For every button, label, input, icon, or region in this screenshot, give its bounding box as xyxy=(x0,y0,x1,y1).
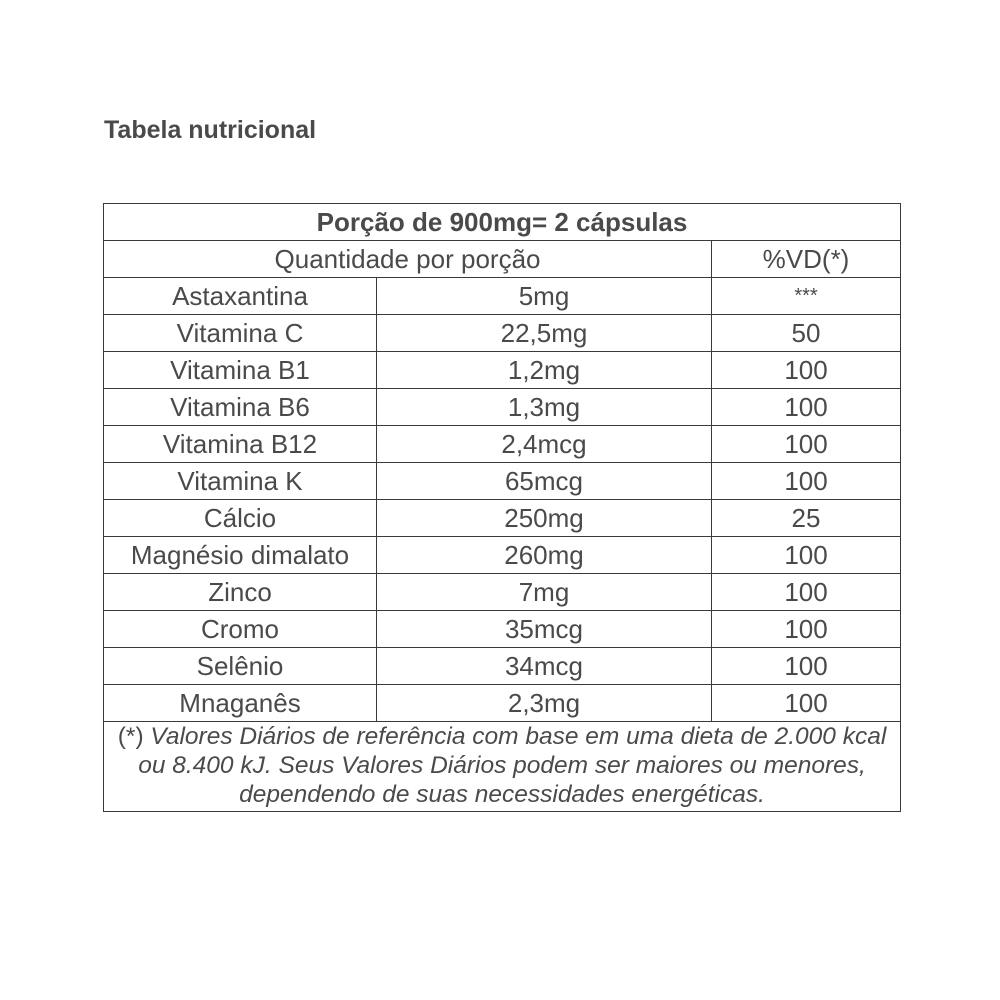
table-row xyxy=(104,315,901,352)
nutrient-amount: 22,5mg xyxy=(377,315,712,352)
nutrient-name: Cromo xyxy=(104,611,377,648)
table-row xyxy=(104,500,901,537)
nutrient-name: Zinco xyxy=(104,574,377,611)
quantity-header: Quantidade por porção xyxy=(104,241,712,278)
vd-header: %VD(*) xyxy=(712,241,901,278)
table-header-row xyxy=(104,204,901,241)
footnote-row xyxy=(104,722,901,812)
footnote-mark: (*) xyxy=(117,723,144,750)
nutrient-name: Cálcio xyxy=(104,500,377,537)
nutrient-vd: *** xyxy=(712,278,901,315)
nutrient-name: Astaxantina xyxy=(104,278,377,315)
nutrient-amount: 2,4mcg xyxy=(377,426,712,463)
nutrient-amount: 260mg xyxy=(377,537,712,574)
nutrient-name: Selênio xyxy=(104,648,377,685)
nutrient-amount: 7mg xyxy=(377,574,712,611)
nutrient-amount: 1,2mg xyxy=(377,352,712,389)
nutrient-vd: 100 xyxy=(712,537,901,574)
table-row xyxy=(104,463,901,500)
nutrient-name: Magnésio dimalato xyxy=(104,537,377,574)
nutrient-vd: 100 xyxy=(712,685,901,722)
nutrient-amount: 34mcg xyxy=(377,648,712,685)
table-subheader-row xyxy=(104,241,901,278)
table-row xyxy=(104,537,901,574)
table-row xyxy=(104,426,901,463)
nutrient-name: Vitamina C xyxy=(104,315,377,352)
nutrient-vd: 100 xyxy=(712,389,901,426)
table-row xyxy=(104,685,901,722)
nutrition-table xyxy=(103,203,901,812)
nutrient-vd: 50 xyxy=(712,315,901,352)
nutrient-vd: 100 xyxy=(712,352,901,389)
nutrient-name: Mnaganês xyxy=(104,685,377,722)
footnote-body: Valores Diários de referência com base em uma dieta de 2.000 kcal ou 8.400 kJ. Seus Valores Diários podem ser maiores ou menores, dependendo de suas necessidades energéticas. xyxy=(138,723,887,808)
table-row xyxy=(104,278,901,315)
nutrient-vd: 100 xyxy=(712,574,901,611)
nutrient-vd: 25 xyxy=(712,500,901,537)
nutrient-amount: 35mcg xyxy=(377,611,712,648)
nutrient-name: Vitamina B12 xyxy=(104,426,377,463)
footnote-text xyxy=(104,722,900,811)
nutrient-vd: 100 xyxy=(712,611,901,648)
nutrient-name: Vitamina B1 xyxy=(104,352,377,389)
table-row xyxy=(104,611,901,648)
table-row xyxy=(104,352,901,389)
nutrient-vd: 100 xyxy=(712,463,901,500)
table-row xyxy=(104,389,901,426)
nutrient-amount: 65mcg xyxy=(377,463,712,500)
nutrient-amount: 250mg xyxy=(377,500,712,537)
nutrient-amount: 1,3mg xyxy=(377,389,712,426)
serving-header: Porção de 900mg= 2 cápsulas xyxy=(104,204,901,241)
nutrient-name: Vitamina K xyxy=(104,463,377,500)
nutrient-amount: 5mg xyxy=(377,278,712,315)
table-row xyxy=(104,648,901,685)
page-title: Tabela nutricional xyxy=(104,116,317,144)
nutrient-name: Vitamina B6 xyxy=(104,389,377,426)
nutrient-vd: 100 xyxy=(712,426,901,463)
table-row xyxy=(104,574,901,611)
nutrient-vd: 100 xyxy=(712,648,901,685)
footnote-cell xyxy=(104,722,901,812)
nutrient-amount: 2,3mg xyxy=(377,685,712,722)
